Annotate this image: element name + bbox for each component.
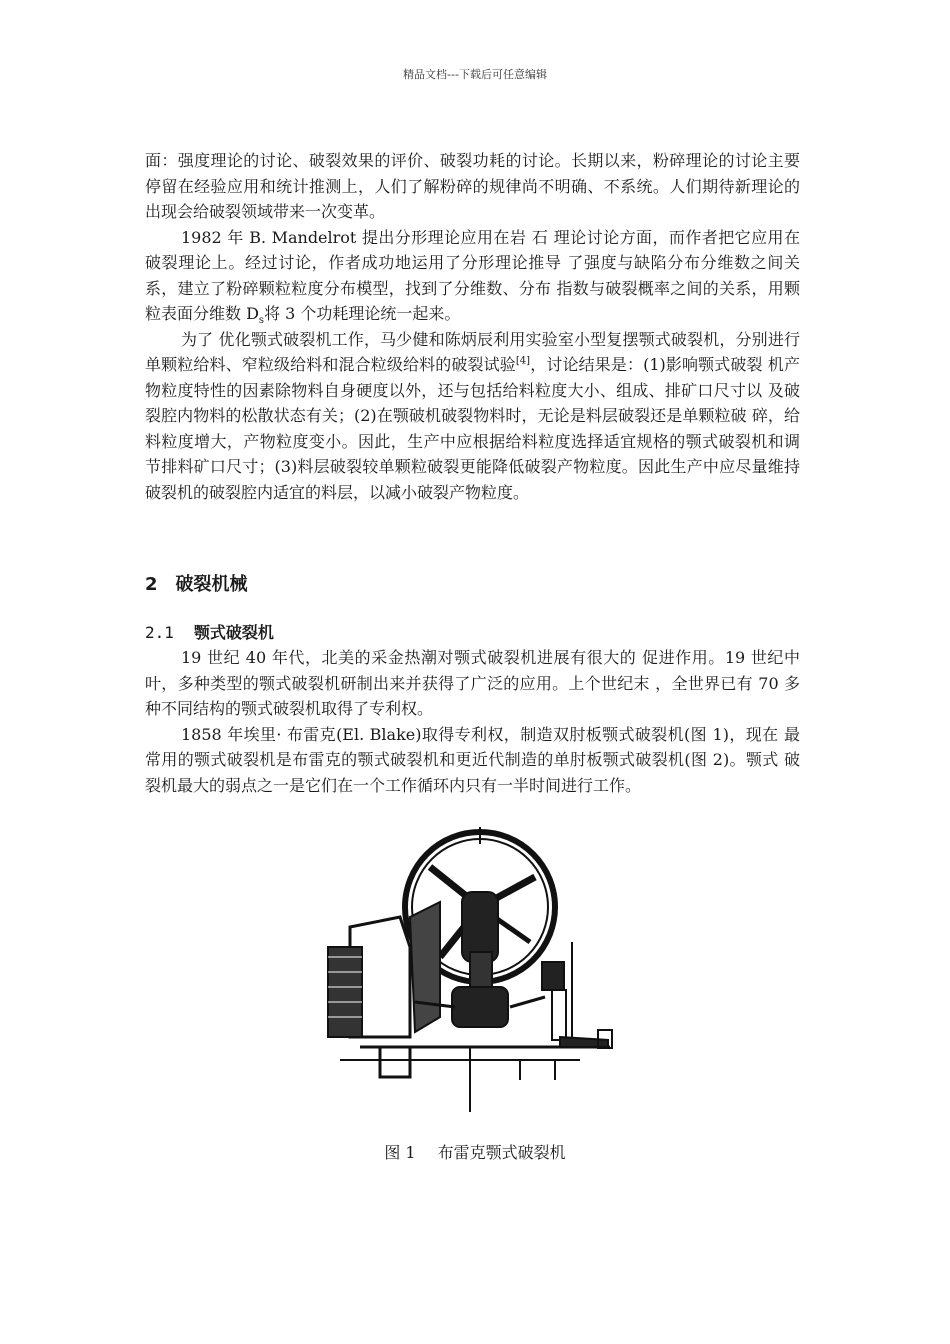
paragraph-2-text-a: 1982 年 B. Mandelrot 提出分形理论应用在岩 石 理论讨论方面，而作者把它应用在破裂理论上。经过讨论，作者成功地运用了分形理论推导 了强度与缺陷分布分维数之间关系，建立了粉碎颗粒粒度分布模型，找到了分维数、分布 指数与破裂概率之间的关系，用颗粒表面分维数 D [145,227,800,323]
paragraph-2 [145,225,800,327]
paragraph-5: 1858 年埃里· 布雷克(El. Blake)取得专利权，制造双肘板颚式破裂机(图 1)，现在 最常用的颚式破裂机是布雷克的颚式破裂机和更近代制造的单肘板颚式破裂机(图 2)。颚式 破裂机最大的弱点之一是它们在一个工作循环内只有一半时间进行工作。 [145,724,800,795]
section-2-1-number: 2.1 [145,623,174,642]
section-2-1-body [145,645,800,798]
jaw-crusher-drawing [320,822,630,1112]
paragraph-4: 19 世纪 40 年代，北美的采金热潮对颚式破裂机进展有很大的 促进作用。19 世纪中叶，多种类型的颚式破裂机研制出来并获得了广泛的应用。上个世纪末 ，全世界已有 70 多种不同结构的颚式破裂机取得了专利权。 [145,648,800,718]
paragraph-1: 面：强度理论的讨论、破裂效果的评价、破裂功耗的讨论。长期以来，粉碎理论的讨论主要 停留在经验应用和统计推测上，人们了解粉碎的规律尚不明确、不系统。人们期待新理论的 出现会给破裂领域带来一次变革。 [145,151,800,221]
paragraph-3 [145,327,800,506]
figure-1-caption [0,1140,950,1163]
figure-1-jaw-crusher [320,822,630,1112]
paragraph-3-text-b: ，讨论结果是：(1)影响颚式破裂 机产物粒度特性的因素除物料自身硬度以外，还与包括给料粒度大小、组成、排矿口尺寸以 及破裂腔内物料的松散状态有关；(2)在颚破机破裂物料时，无论是料层破裂还是单颗粒破 碎，给料粒度增大，产物粒度变小。因此，生产中应根据给料粒度选择适宜规格的颚式破裂机和调节排料矿口尺寸；(3)料层破裂较单颗粒破裂更能降低破裂产物粒度。因此生产中应尽量维持破裂机的破裂腔内适宜的料层，以减小破裂产物粒度。 [145,355,800,502]
subscript-s: s [258,315,265,327]
caption-text: 布雷克颚式破裂机 [437,1143,566,1162]
section-1-body [145,148,800,505]
page-header: 精品文档---下载后可任意编辑 [403,68,547,81]
paragraph-3-text-a: 为了 优化颚式破裂机工作，马少健和陈炳辰利用实验室小型复摆颚式破裂机，分别进行单颗粒给料、窄粒级给料和混合粒级给料的破裂试验 [145,329,800,374]
caption-number: 图 1 [384,1143,416,1162]
section-2-1-title: 颚式破裂机 [193,623,274,642]
section-2-number: 2 [145,574,158,595]
citation-ref: [4] [515,355,531,367]
section-2-title: 破裂机械 [175,574,248,595]
paragraph-2-text-b: 将 3 个功耗理论统一起来。 [264,304,461,323]
section-2-heading [145,570,248,596]
section-2-1-heading [145,620,274,643]
